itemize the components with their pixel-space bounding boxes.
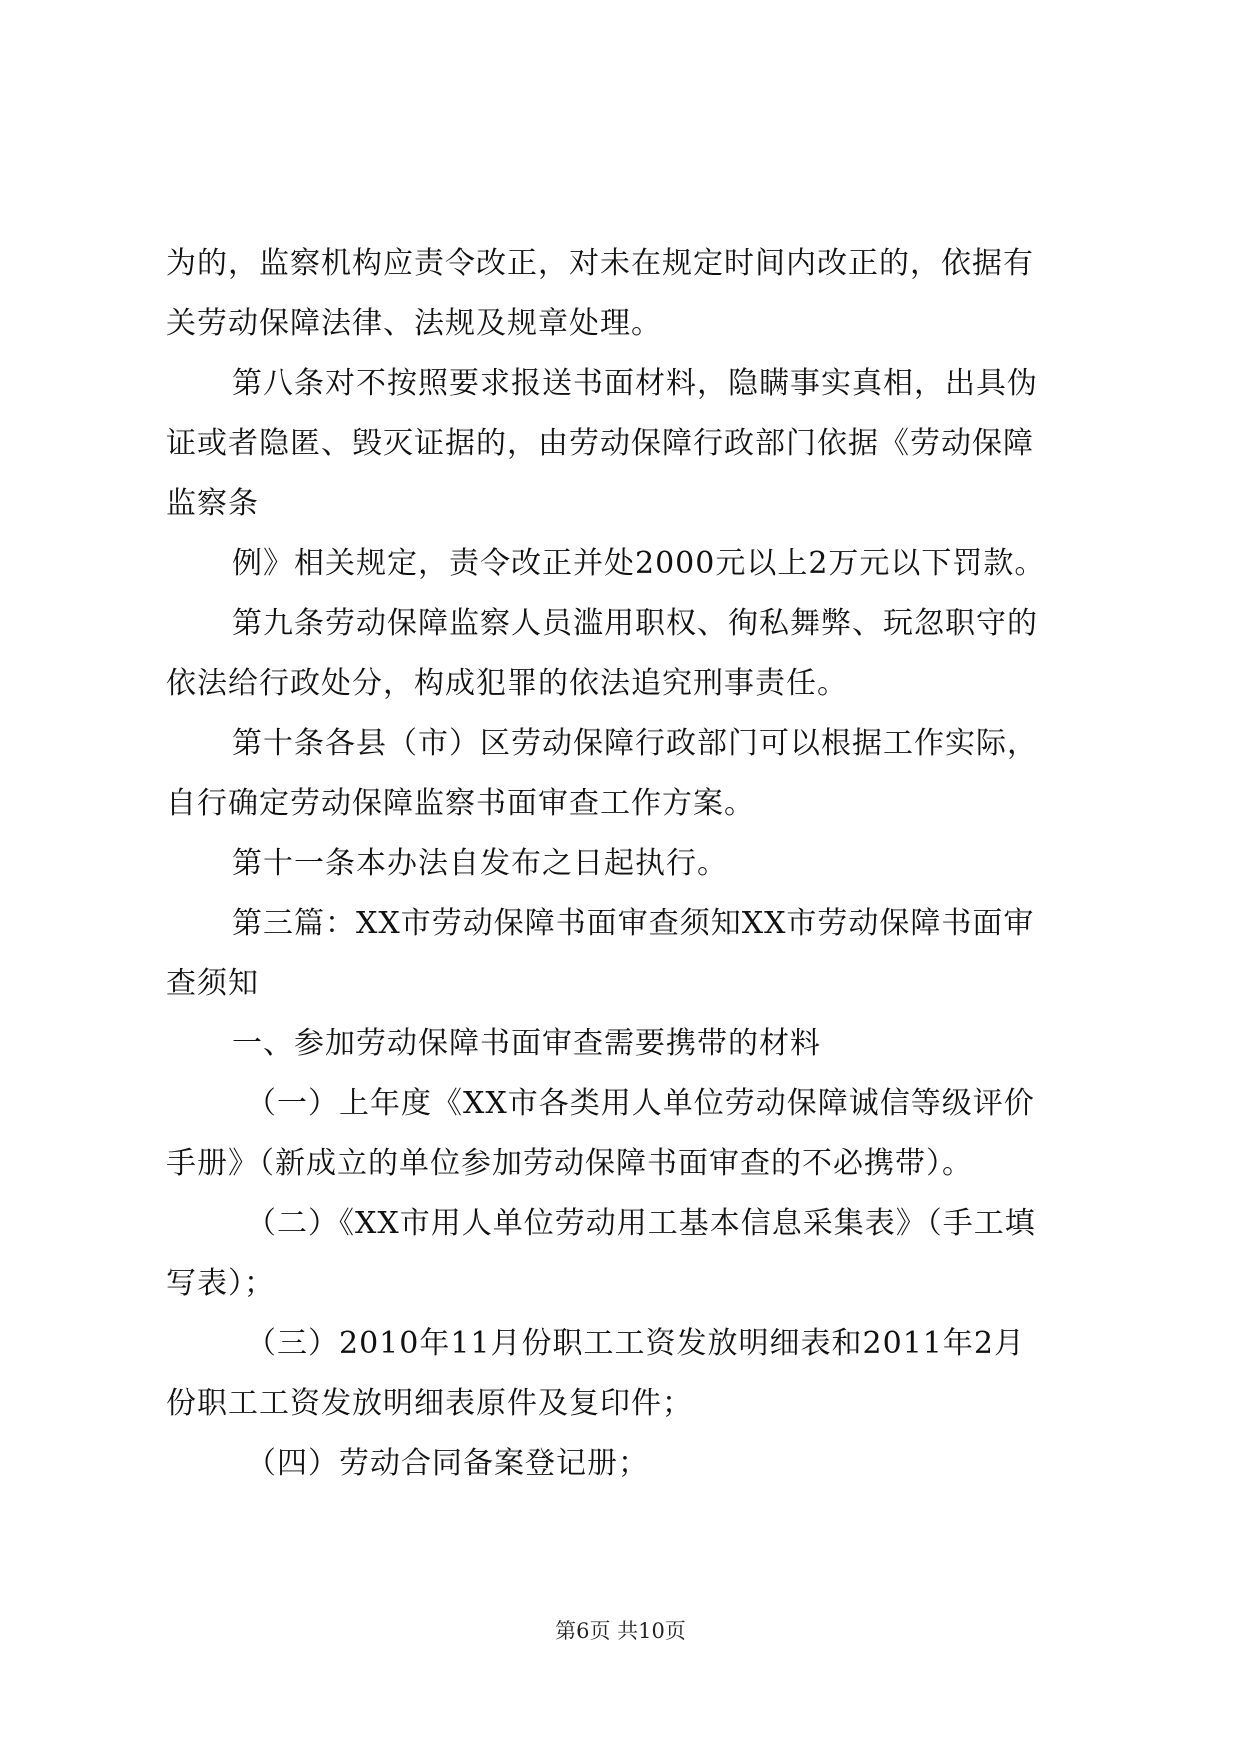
text-line: （一）上年度《XX市各类用人单位劳动保障诚信等级评价 xyxy=(246,1086,1035,1121)
text-line: 一、参加劳动保障书面审查需要携带的材料 xyxy=(232,1026,821,1061)
text-line: 第十条各县（市）区劳动保障行政部门可以根据工作实际， xyxy=(232,726,1038,761)
document-body xyxy=(166,234,1076,1494)
text-line: 写表）； xyxy=(166,1266,275,1301)
text-line: 监察条 xyxy=(166,486,259,521)
text-line: （二）《XX市用人单位劳动用工基本信息采集表》（手工填 xyxy=(246,1206,1036,1241)
text-line: 份职工工资发放明细表原件及复印件； xyxy=(166,1386,693,1421)
text-line: 自行确定劳动保障监察书面审查工作方案。 xyxy=(166,786,755,821)
text-line: 查须知 xyxy=(166,966,259,1001)
text-line: 证或者隐匿、毁灭证据的，由劳动保障行政部门依据《劳动保障 xyxy=(166,426,1034,461)
text-line: 第十一条本办法自发布之日起执行。 xyxy=(232,846,728,881)
text-line: 关劳动保障法律、法规及规章处理。 xyxy=(166,306,662,341)
text-line: 手册》（新成立的单位参加劳动保障书面审查的不必携带）。 xyxy=(166,1146,973,1181)
text-line: 第九条劳动保障监察人员滥用职权、徇私舞弊、玩忽职守的 xyxy=(232,606,1038,641)
text-line: （四）劳动合同备案登记册； xyxy=(246,1446,649,1481)
text-line: （三）2010年11月份职工工资发放明细表和2011年2月 xyxy=(246,1326,1025,1361)
text-line: 第三篇：XX市劳动保障书面审查须知XX市劳动保障书面审 xyxy=(232,906,1035,941)
text-line: 依法给行政处分，构成犯罪的依法追究刑事责任。 xyxy=(166,666,848,701)
page-footer: 第6页 共10页 xyxy=(555,1619,686,1643)
text-line: 第八条对不按照要求报送书面材料，隐瞒事实真相，出具伪 xyxy=(232,366,1038,401)
text-line: 例》相关规定，责令改正并处2000元以上2万元以下罚款。 xyxy=(232,546,1046,581)
text-line: 为的，监察机构应责令改正，对未在规定时间内改正的，依据有 xyxy=(166,246,1034,281)
